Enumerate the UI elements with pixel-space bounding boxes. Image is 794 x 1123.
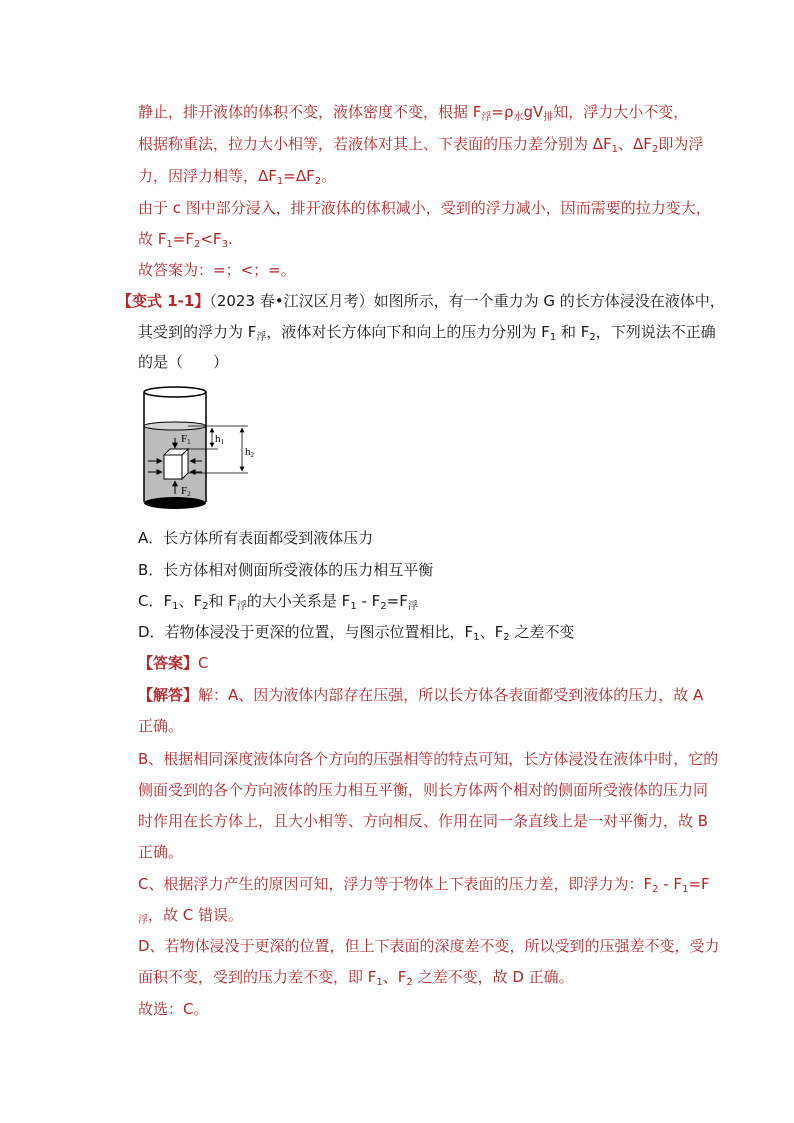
solution-line-5: 时作用在长方体上，且大小相等、方向相反、作用在同一条直线上是一对平衡力，故 B <box>138 812 709 830</box>
solution-line-1: 【解答】解：A、因为液体内部存在压强，所以长方体各表面都受到液体的压力，故 A <box>138 686 704 704</box>
question-line-3: 的是（ ） <box>138 353 229 371</box>
explanation-line-2: 根据称重法，拉力大小相等，若液体对其上、下表面的压力差分别为 $\Delta F_1$、$\Delta F_2$即为浮 <box>138 135 704 155</box>
answer-line <box>138 652 209 674</box>
option-c: C．$F_1$、$F_2$和 $F_浮$的大小关系是 $F_1 - F_2=F_浮$ <box>138 592 418 612</box>
answer-tag: 【答案】 <box>138 654 199 672</box>
option-d: D．若物体浸没于更深的位置，与图示位置相比，$F_1$、$F_2$ 之差不变 <box>138 623 575 643</box>
label-h2: h2 <box>245 446 254 459</box>
solution-line-2: 正确。 <box>138 717 184 735</box>
solution-line-11: 故选：C。 <box>138 1000 209 1018</box>
option-a: A．长方体所有表面都受到液体压力 <box>138 529 374 547</box>
question-line-1: 【变式 1-1】（2023 春•江汉区月考）如图所示，有一个重力为 G 的长方体浸没在液体中， <box>117 292 725 310</box>
solution-line-8: $_浮$，故 C 错误。 <box>138 906 244 926</box>
question-tag: 【变式 1-1】 <box>117 292 210 310</box>
explanation-line-5: 故 $F_1=F_2<F_3$. <box>138 230 233 250</box>
solution-line-9: D、若物体浸没于更深的位置，但上下表面的深度差不变，所以受到的压强差不变，受力 <box>138 937 720 955</box>
box-front-face <box>164 455 182 479</box>
cylinder-diagram <box>138 382 258 514</box>
solution-line-7: C、根据浮力产生的原因可知，浮力等于物体上下表面的压力差，即浮力为：$F_2 - F_1=F$ <box>138 875 710 895</box>
solution-line-10: 面积不变，受到的压力差不变，即 $F_1$、$F_2$ 之差不变，故 D 正确。 <box>138 968 574 988</box>
box-side-face <box>182 449 188 479</box>
solution-line-3: B、根据相同深度液体向各个方向的压强相等的特点可知，长方体浸没在液体中时，它的 <box>138 750 719 768</box>
solution-line-4: 侧面受到的各个方向液体的压力相互平衡，则长方体两个相对的侧面所受液体的压力同 <box>138 781 709 799</box>
label-f1: F1 <box>181 433 191 446</box>
explanation-line-3: 力，因浮力相等，$\Delta F_1=\Delta F_2$。 <box>138 167 337 187</box>
solution-line-6: 正确。 <box>138 843 184 861</box>
label-f2: F2 <box>181 485 191 498</box>
explanation-line-6: 故答案为：=；<；=。 <box>138 261 296 279</box>
option-b: B．长方体相对侧面所受液体的压力相互平衡 <box>138 561 434 579</box>
explanation-line-1: 静止，排开液体的体积不变，液体密度不变，根据 $F_浮=\rho_水gV_排$知，浮力大小不变， <box>138 103 689 123</box>
cylinder-top <box>144 387 206 397</box>
question-line-2: 其受到的浮力为 $F_浮$，液体对长方体向下和向上的压力分别为 $F_1$ 和 $F_2$，下列说法不正确 <box>138 323 716 343</box>
label-h1: h1 <box>215 433 224 446</box>
cylinder-diagram-svg <box>138 382 258 514</box>
answer-value: C <box>198 654 209 672</box>
explanation-line-4: 由于 c 图中部分浸入，排开液体的体积减小，受到的浮力减小，因而需要的拉力变大， <box>138 199 711 217</box>
cylinder-bottom <box>144 497 206 509</box>
solution-tag: 【解答】 <box>138 686 199 704</box>
